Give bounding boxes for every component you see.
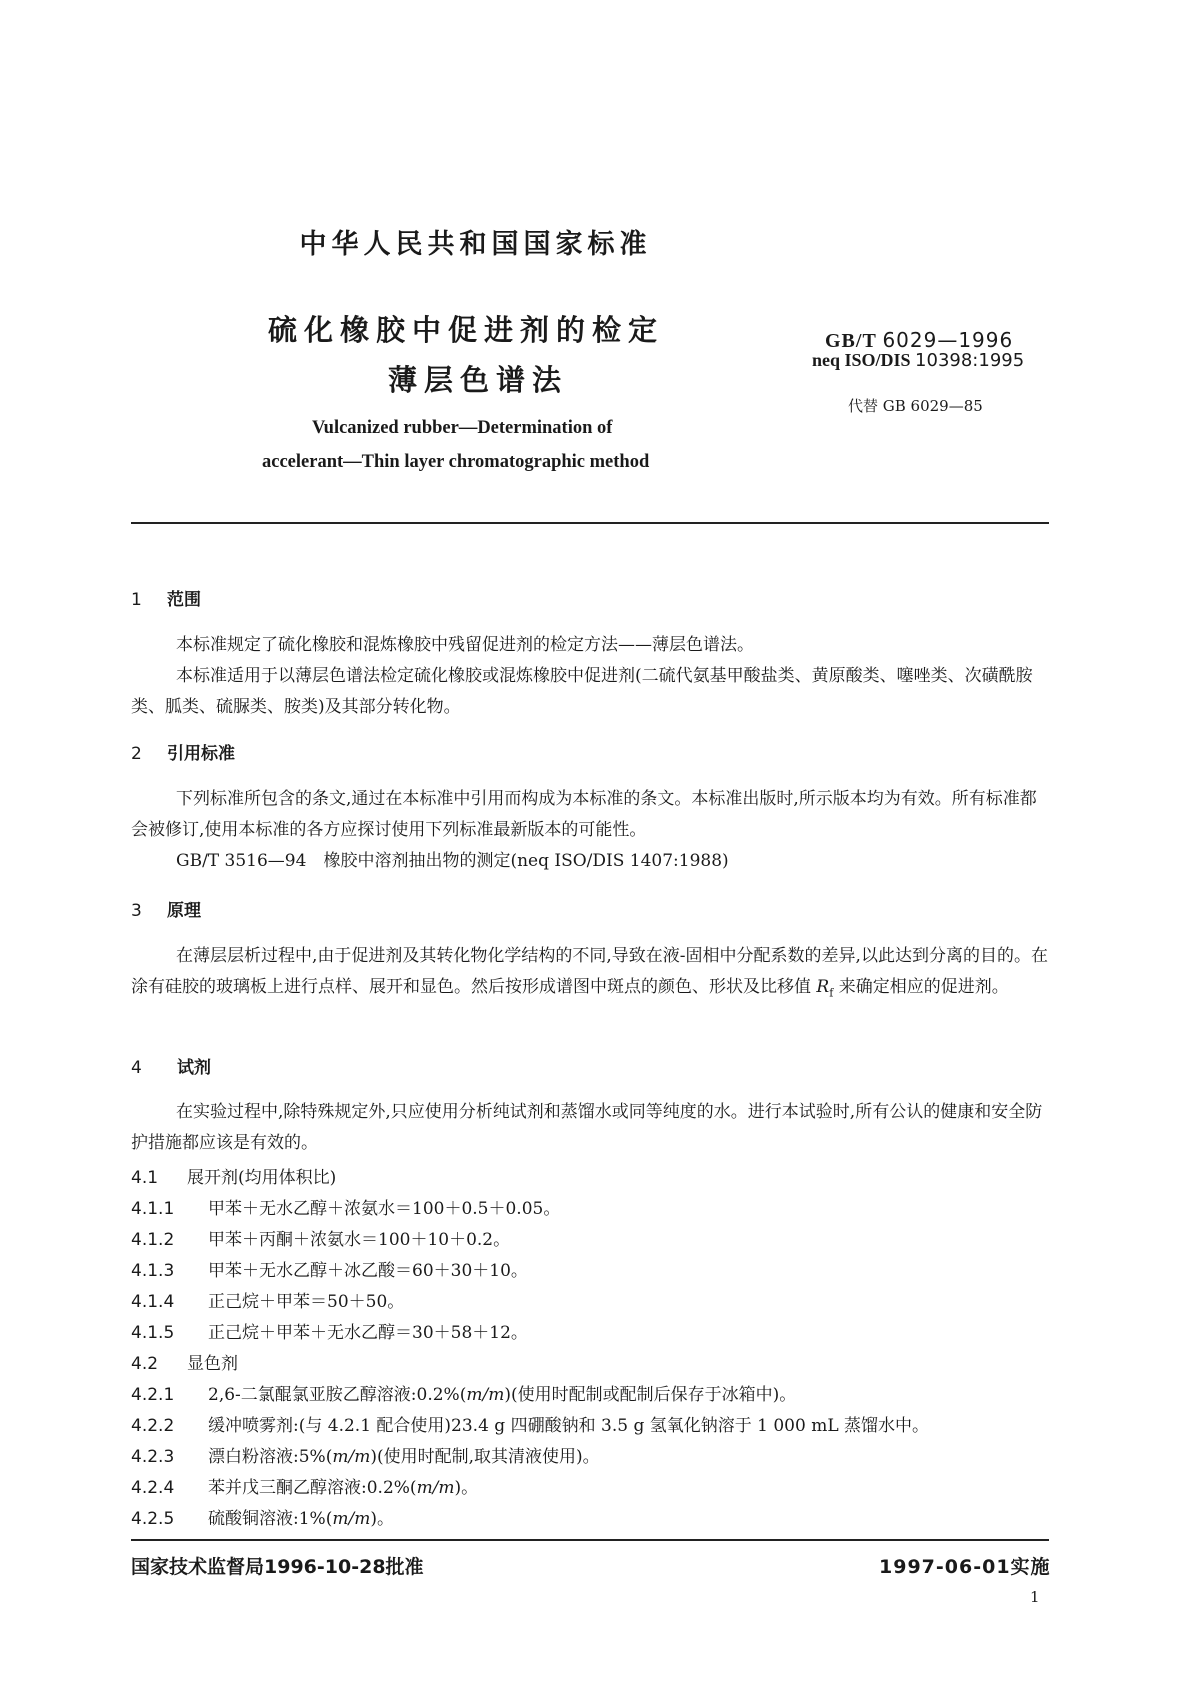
item-number: 4.2.4 — [131, 1478, 175, 1498]
item-text: 硫酸铜溶液:1%( — [208, 1509, 333, 1529]
rf-subscript: f — [829, 986, 834, 1000]
section-number: 4 — [131, 1058, 142, 1078]
item-text: 正己烷＋甲苯＝50＋50。 — [208, 1292, 405, 1312]
section-3-paragraph-1 — [131, 941, 1051, 1008]
reagent-item — [131, 1163, 336, 1188]
section-2-heading — [131, 739, 235, 764]
section-2-reference: GB/T 3516—94 橡胶中溶剂抽出物的测定(neq ISO/DIS 1407:1988) — [176, 851, 729, 871]
national-standard-title: 中华人民共和国国家标准 — [299, 229, 652, 260]
section-title: 原理 — [167, 901, 201, 921]
item-number: 4.1.1 — [131, 1199, 175, 1219]
reagent-item — [131, 1380, 796, 1405]
chinese-title-line-2: 薄层色谱法 — [388, 363, 569, 397]
item-number: 4.1 — [131, 1168, 159, 1188]
item-unit: m/m — [332, 1447, 371, 1467]
item-number: 4.2.5 — [131, 1509, 175, 1529]
section-2-paragraph-1: 下列标准所包含的条文,通过在本标准中引用而构成为本标准的条文。本标准出版时,所示版本均为有效。所有标准都会被修订,使用本标准的各方应探讨使用下列标准最新版本的可能性。 — [131, 789, 1037, 840]
footer-divider — [131, 1539, 1049, 1541]
item-text-end: )。 — [370, 1509, 394, 1529]
item-text-end: )。 — [454, 1478, 479, 1498]
section-1-paragraph-2: 本标准适用于以薄层色谱法检定硫化橡胶或混炼橡胶中促进剂(二硫代氨基甲酸盐类、黄原酸类、噻唑类、次磺酰胺类、胍类、硫脲类、胺类)及其部分转化物。 — [131, 666, 1033, 717]
reagent-item — [131, 1411, 929, 1436]
section-number: 1 — [131, 590, 142, 610]
item-unit: m/m — [466, 1385, 505, 1405]
item-text: 甲苯＋无水乙醇＋浓氨水＝100＋0.5＋0.05。 — [208, 1199, 561, 1219]
item-text: 2,6-二氯醌氯亚胺乙醇溶液:0.2%( — [208, 1385, 467, 1405]
item-text-end: )(使用时配制或配制后保存于冰箱中)。 — [504, 1385, 797, 1405]
page-number: 1 — [1030, 1588, 1040, 1606]
item-text: 甲苯＋无水乙醇＋冰乙酸＝60＋30＋10。 — [208, 1261, 528, 1281]
item-text: 苯并戊三酮乙醇溶液:0.2%( — [208, 1478, 417, 1498]
rf-symbol: R — [816, 977, 830, 997]
principle-text: 在薄层层析过程中,由于促进剂及其转化物化学结构的不同,导致在液-固相中分配系数的差异,以此达到分离的目的。在涂有硅胶的玻璃板上进行点样、展开和显色。然后按形成谱图中斑点的颜色、形状及比移值 — [131, 946, 1048, 997]
reagent-item — [131, 1194, 560, 1219]
standard-number-prefix: GB/T — [825, 330, 877, 352]
item-text: 漂白粉溶液:5%( — [208, 1447, 333, 1467]
iso-equivalence-value: 10398:1995 — [915, 350, 1025, 371]
reagent-item — [131, 1287, 404, 1312]
reagent-item — [131, 1256, 528, 1281]
english-title-line-1: Vulcanized rubber—Determination of — [312, 418, 613, 438]
reagent-item — [131, 1318, 528, 1343]
implementation-date: 1997-06-01实施 — [879, 1556, 1051, 1578]
item-number: 4.2.3 — [131, 1447, 175, 1467]
reagent-item — [131, 1473, 478, 1498]
section-number: 2 — [131, 744, 142, 764]
item-text: 缓冲喷雾剂:(与 4.2.1 配合使用)23.4 g 四硼酸钠和 3.5 g 氢氧化钠溶于 1 000 mL 蒸馏水中。 — [208, 1416, 930, 1436]
standard-number-value: 6029—1996 — [882, 328, 1014, 352]
iso-equivalence — [812, 350, 1024, 371]
item-unit: m/m — [416, 1478, 455, 1498]
header-divider — [131, 522, 1049, 524]
item-number: 4.1.3 — [131, 1261, 175, 1281]
reagent-item — [131, 1442, 600, 1467]
section-4-paragraph-1: 在实验过程中,除特殊规定外,只应使用分析纯试剂和蒸馏水或同等纯度的水。进行本试验时,所有公认的健康和安全防护措施都应该是有效的。 — [131, 1102, 1043, 1153]
item-unit: m/m — [332, 1509, 371, 1529]
item-text-end: )(使用时配制,取其清液使用)。 — [370, 1447, 600, 1467]
item-text: 显色剂 — [187, 1354, 238, 1374]
section-3-heading — [131, 896, 201, 921]
item-text: 正己烷＋甲苯＋无水乙醇＝30＋58＋12。 — [208, 1323, 528, 1343]
item-number: 4.2.2 — [131, 1416, 175, 1436]
section-number: 3 — [131, 901, 142, 921]
reagent-item — [131, 1504, 394, 1529]
item-number: 4.1.4 — [131, 1292, 175, 1312]
principle-text-end: 来确定相应的促进剂。 — [833, 977, 1009, 997]
english-title-line-2: accelerant—Thin layer chromatographic method — [262, 452, 650, 472]
item-number: 4.1.2 — [131, 1230, 175, 1250]
section-title: 范围 — [167, 590, 201, 610]
section-1-heading — [131, 585, 201, 610]
replaces-standard: 代替 GB 6029—85 — [848, 397, 983, 415]
item-number: 4.1.5 — [131, 1323, 175, 1343]
chinese-title-line-1: 硫化橡胶中促进剂的检定 — [268, 313, 665, 347]
reagent-item — [131, 1225, 510, 1250]
item-text: 甲苯＋丙酮＋浓氨水＝100＋10＋0.2。 — [208, 1230, 511, 1250]
section-title: 试剂 — [177, 1058, 211, 1078]
item-text: 展开剂(均用体积比) — [187, 1168, 337, 1188]
section-4-heading — [131, 1053, 211, 1078]
reagent-item — [131, 1349, 238, 1374]
item-number: 4.2.1 — [131, 1385, 175, 1405]
iso-equivalence-prefix: neq ISO/DIS — [812, 350, 911, 370]
section-1-paragraph-1: 本标准规定了硫化橡胶和混炼橡胶中残留促进剂的检定方法——薄层色谱法。 — [176, 635, 754, 655]
section-title: 引用标准 — [167, 744, 235, 764]
approval-date: 国家技术监督局1996-10-28批准 — [131, 1556, 424, 1578]
item-number: 4.2 — [131, 1354, 159, 1374]
